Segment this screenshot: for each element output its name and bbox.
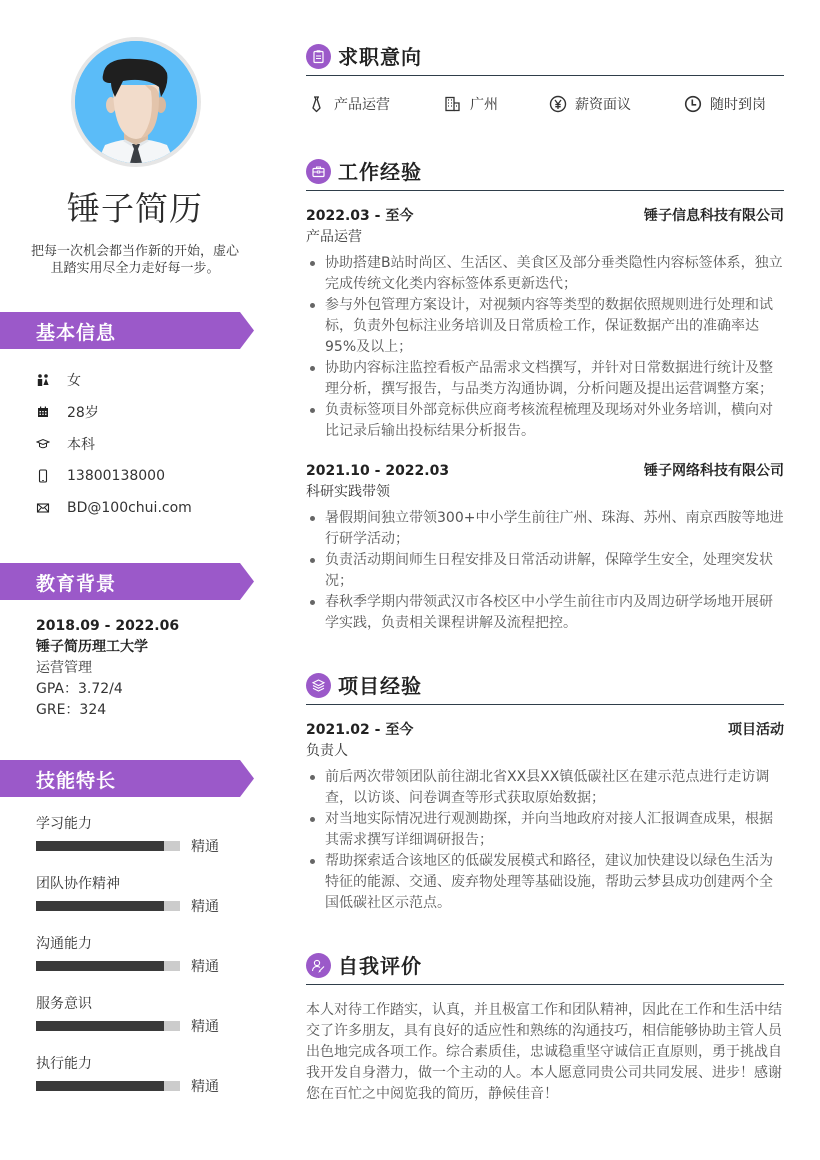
bullet-item: 参与外包管理方案设计，对视频内容等类型的数据依照规则进行处理和试标，负责外包标注业务培训及日常质检工作，保证数据产出的准确率达95%及以上； xyxy=(306,295,784,358)
intent-position xyxy=(308,94,390,114)
bullet-item: 协助内容标注监控看板产品需求文档撰写，并针对日常数据进行统计及整理分析，撰写报告，与品类方沟通协调，分析问题及提出运营调整方案； xyxy=(306,358,784,400)
skill-item xyxy=(36,872,219,932)
work-period: 2021.10 - 2022.03 xyxy=(306,463,450,479)
project-name: 项目活动 xyxy=(728,722,784,738)
project-experience-title: 项目经验 xyxy=(338,674,422,698)
sidebar xyxy=(0,0,270,1160)
tie-icon xyxy=(308,95,326,113)
motto: 把每一次机会都当作新的开始，虚心且踏实用尽全力走好每一步。 xyxy=(30,244,239,276)
bullet-item: 负责标签项目外部竞标供应商考核流程梳理及现场对外业务培训，横向对比记录后输出投标结果分析报告。 xyxy=(306,400,784,442)
avatar xyxy=(71,37,201,167)
education-school: 锤子简历理工大学 xyxy=(36,639,148,655)
skill-name: 沟通能力 xyxy=(36,936,92,952)
work-period: 2022.03 - 至今 xyxy=(306,208,414,224)
bullet-item: 负责活动期间师生日程安排及日常活动讲解，保障学生安全，处理突发状况； xyxy=(306,550,784,592)
skills-banner xyxy=(0,760,254,797)
skill-item xyxy=(36,1052,219,1112)
work-company: 锤子信息科技有限公司 xyxy=(644,208,784,224)
education-title: 教育背景 xyxy=(36,573,117,595)
job-intent-title: 求职意向 xyxy=(338,45,422,69)
avatar-man-icon xyxy=(75,41,197,163)
skills-list xyxy=(36,812,219,1112)
education-gre: GRE：324 xyxy=(36,702,107,718)
skill-bar-fill xyxy=(36,901,164,911)
self-evaluation-title: 自我评价 xyxy=(338,954,422,978)
basic-info-banner xyxy=(0,312,254,349)
skill-name: 团队协作精神 xyxy=(36,876,120,892)
info-gender-value: 女 xyxy=(67,373,81,389)
skill-level: 精通 xyxy=(191,1079,219,1095)
skill-bar xyxy=(36,841,180,851)
intent-availability-value: 随时到岗 xyxy=(710,97,766,113)
bullet-item: 协助搭建B站时尚区、生活区、美食区及部分垂类隐性内容标签体系，独立完成传统文化类内容标签体系更新迭代； xyxy=(306,253,784,295)
info-age xyxy=(36,396,192,428)
education-gpa: GPA：3.72/4 xyxy=(36,681,123,697)
skill-bar xyxy=(36,1081,180,1091)
building-icon xyxy=(444,95,462,113)
phone-icon xyxy=(36,469,50,483)
work-company: 锤子网络科技有限公司 xyxy=(644,463,784,479)
education-period: 2018.09 - 2022.06 xyxy=(36,618,180,634)
bullet-item: 暑假期间独立带领300+中小学生前往广州、珠海、苏州、南京西胺等地进行研学活动； xyxy=(306,508,784,550)
project-role: 负责人 xyxy=(306,743,348,759)
info-degree xyxy=(36,428,192,460)
bullet-item: 帮助探索适合该地区的低碳发展模式和路径，建议加快建设以绿色生活为特征的能源、交通、废弃物处理等基础设施，帮助云梦县成功创建两个全国低碳社区示范点。 xyxy=(306,851,784,914)
info-email xyxy=(36,492,192,524)
intent-salary xyxy=(549,94,631,114)
info-email-value: BD@100chui.com xyxy=(67,500,192,516)
info-gender xyxy=(36,364,192,396)
skill-item xyxy=(36,932,219,992)
education-banner xyxy=(0,563,254,600)
gender-icon xyxy=(36,373,50,387)
bullet-item: 对当地实际情况进行观测勘探，并向当地政府对接人汇报调查成果，根据其需求撰写详细调研报告； xyxy=(306,809,784,851)
skill-name: 执行能力 xyxy=(36,1056,92,1072)
skill-bar-fill xyxy=(36,841,164,851)
user-edit-icon xyxy=(306,953,331,978)
work-role: 产品运营 xyxy=(306,229,362,245)
skill-name: 学习能力 xyxy=(36,816,92,832)
skill-bar xyxy=(36,901,180,911)
work-experience-title: 工作经验 xyxy=(338,160,422,184)
work-entry xyxy=(306,461,784,634)
info-phone xyxy=(36,460,192,492)
skill-bar xyxy=(36,961,180,971)
clipboard-icon xyxy=(306,44,331,69)
skill-item xyxy=(36,812,219,872)
intent-position-value: 产品运营 xyxy=(334,97,390,113)
intent-city-value: 广州 xyxy=(470,97,498,113)
project-experience-header xyxy=(306,669,784,705)
skill-bar-fill xyxy=(36,1021,164,1031)
work-bullets xyxy=(306,253,784,442)
intent-salary-value: 薪资面议 xyxy=(575,97,631,113)
work-experience-header xyxy=(306,155,784,191)
skill-level: 精通 xyxy=(191,839,219,855)
work-role: 科研实践带领 xyxy=(306,484,390,500)
work-entry xyxy=(306,206,784,442)
mail-icon xyxy=(36,501,50,515)
job-intent-list xyxy=(306,94,784,118)
info-age-value: 28岁 xyxy=(67,405,99,421)
skill-bar-fill xyxy=(36,961,164,971)
education-major: 运营管理 xyxy=(36,660,92,676)
calendar-icon xyxy=(36,405,50,419)
intent-availability xyxy=(684,94,766,114)
job-intent-header xyxy=(306,40,784,76)
basic-info-list xyxy=(36,364,192,524)
bullet-item: 春秋季学期内带领武汉市各校区中小学生前往市内及周边研学场地开展研学实践，负责相关课程讲解及流程把控。 xyxy=(306,592,784,634)
layers-icon xyxy=(306,673,331,698)
skill-item xyxy=(36,992,219,1052)
skills-title: 技能特长 xyxy=(36,770,117,792)
project-entry xyxy=(306,720,784,914)
skill-level: 精通 xyxy=(191,899,219,915)
bullet-item: 前后两次带领团队前往湖北省XX县XX镇低碳社区在建示范点进行走访调查，以访谈、问卷调查等形式获取原始数据； xyxy=(306,767,784,809)
skill-level: 精通 xyxy=(191,1019,219,1035)
yen-icon xyxy=(549,95,567,113)
resume-owner-name: 锤子简历 xyxy=(67,189,203,228)
info-phone-value: 13800138000 xyxy=(67,468,165,484)
project-period: 2021.02 - 至今 xyxy=(306,722,414,738)
work-bullets xyxy=(306,508,784,634)
project-bullets xyxy=(306,767,784,914)
basic-info-title: 基本信息 xyxy=(36,322,117,344)
briefcase-icon xyxy=(306,159,331,184)
info-degree-value: 本科 xyxy=(67,437,95,453)
intent-city xyxy=(444,94,498,114)
education-details xyxy=(36,616,179,721)
self-evaluation-header xyxy=(306,949,784,985)
skill-name: 服务意识 xyxy=(36,996,92,1012)
skill-bar-fill xyxy=(36,1081,164,1091)
graduation-cap-icon xyxy=(36,437,50,451)
skill-bar xyxy=(36,1021,180,1031)
clock-icon xyxy=(684,95,702,113)
self-evaluation-text: 本人对待工作踏实，认真，并且极富工作和团队精神，因此在工作和生活中结交了许多朋友，具有良好的适应性和熟练的沟通技巧，相信能够协助主管人员出色地完成各项工作。综合素质佳，忠诚稳重坚守诚信正直原则，勇于挑战自我开发自身潜力，做一个主动的人。本人愿意同贵公司共同发展、进步！感谢您在百忙之中阅览我的简历，静候佳音！ xyxy=(306,1002,782,1102)
skill-level: 精通 xyxy=(191,959,219,975)
